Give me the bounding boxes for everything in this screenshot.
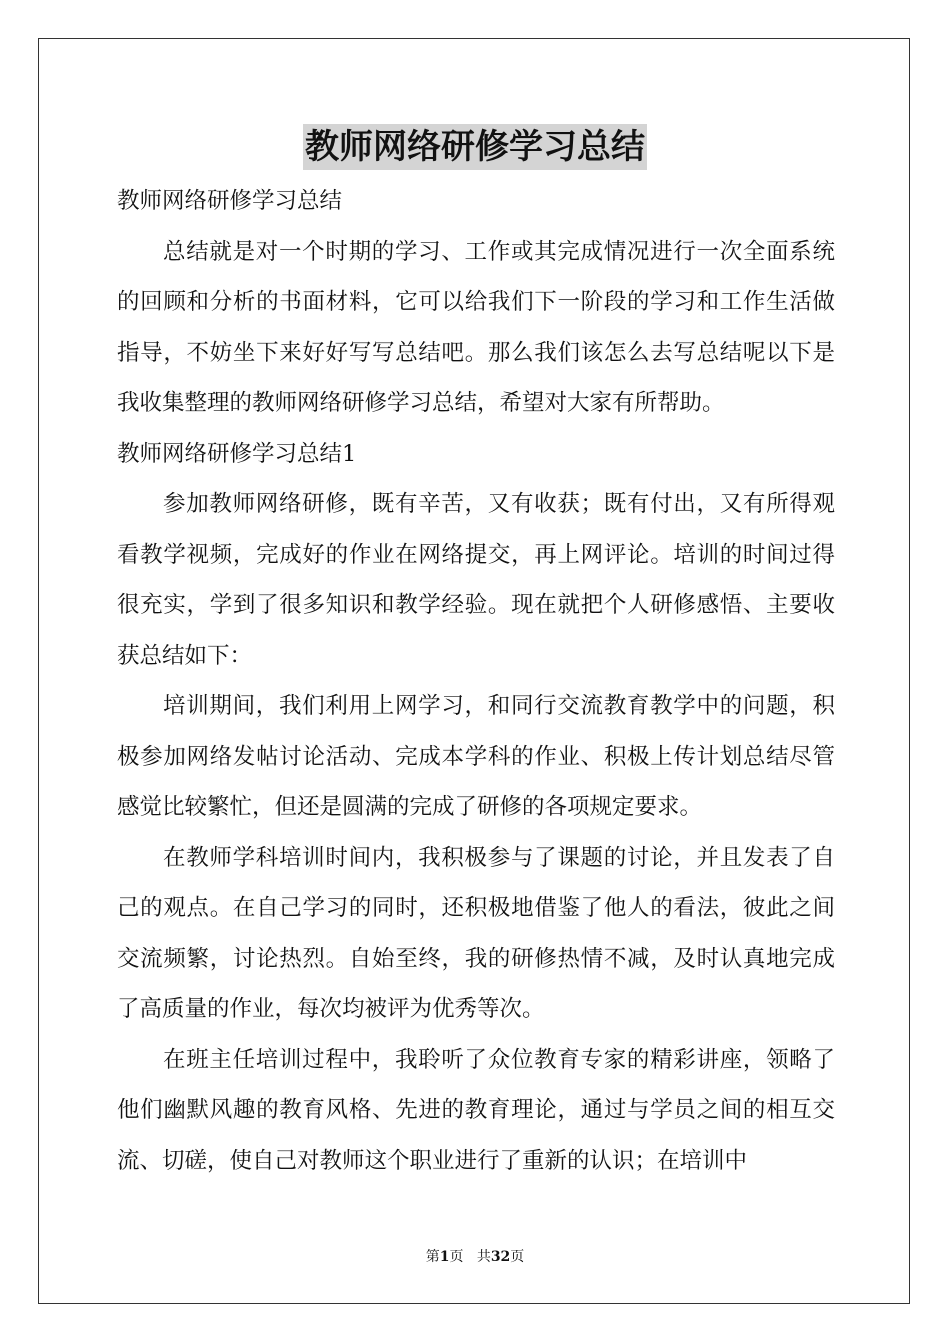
body-paragraph: 在教师学科培训时间内，我积极参与了课题的讨论，并且发表了自己的观点。在自己学习的同时，还积极地借鉴了他人的看法，彼此之间交流频繁，讨论热烈。自始至终，我的研修热情不减，及时认真地完成了高质量的作业，每次均被评为优秀等次。 (117, 844, 835, 1022)
page-number-suffix: 页 (449, 1249, 464, 1265)
document-title: 教师网络研修学习总结 (303, 124, 647, 170)
page-number-prefix: 第 (425, 1249, 440, 1265)
body-paragraph: 参加教师网络研修，既有辛苦，又有收获；既有付出，又有所得观看教学视频，完成好的作业在网络提交，再上网评论。培训的时间过得很充实，学到了很多知识和教学经验。现在就把个人研修感悟、主要收获总结如下： (117, 491, 835, 669)
section-title: 教师网络研修学习总结1 (117, 440, 357, 467)
page-number: 1 (439, 1249, 450, 1265)
document-body (117, 176, 835, 1186)
intro-paragraph: 总结就是对一个时期的学习、工作或其完成情况进行一次全面系统的回顾和分析的书面材料，它可以给我们下一阶段的学习和工作生活做指导，不妨坐下来好好写写总结吧。那么我们该怎么去写总结呢以下是我收集整理的教师网络研修学习总结，希望对大家有所帮助。 (117, 238, 835, 416)
body-paragraph: 培训期间，我们利用上网学习，和同行交流教育教学中的问题，积极参加网络发帖讨论活动、完成本学科的作业、积极上传计划总结尽管感觉比较繁忙，但还是圆满的完成了研修的各项规定要求。 (117, 693, 835, 820)
page-footer (0, 1247, 950, 1267)
total-pages: 32 (490, 1249, 511, 1265)
total-pages-prefix: 共 (476, 1249, 491, 1265)
document-title-wrapper (0, 124, 950, 170)
body-paragraph: 在班主任培训过程中，我聆听了众位教育专家的精彩讲座，领略了他们幽默风趣的教育风格、先进的教育理论，通过与学员之间的相互交流、切磋，使自己对教师这个职业进行了重新的认识；在培训中 (117, 1046, 835, 1174)
total-pages-suffix: 页 (510, 1249, 525, 1265)
document-subheading: 教师网络研修学习总结 (117, 188, 343, 214)
